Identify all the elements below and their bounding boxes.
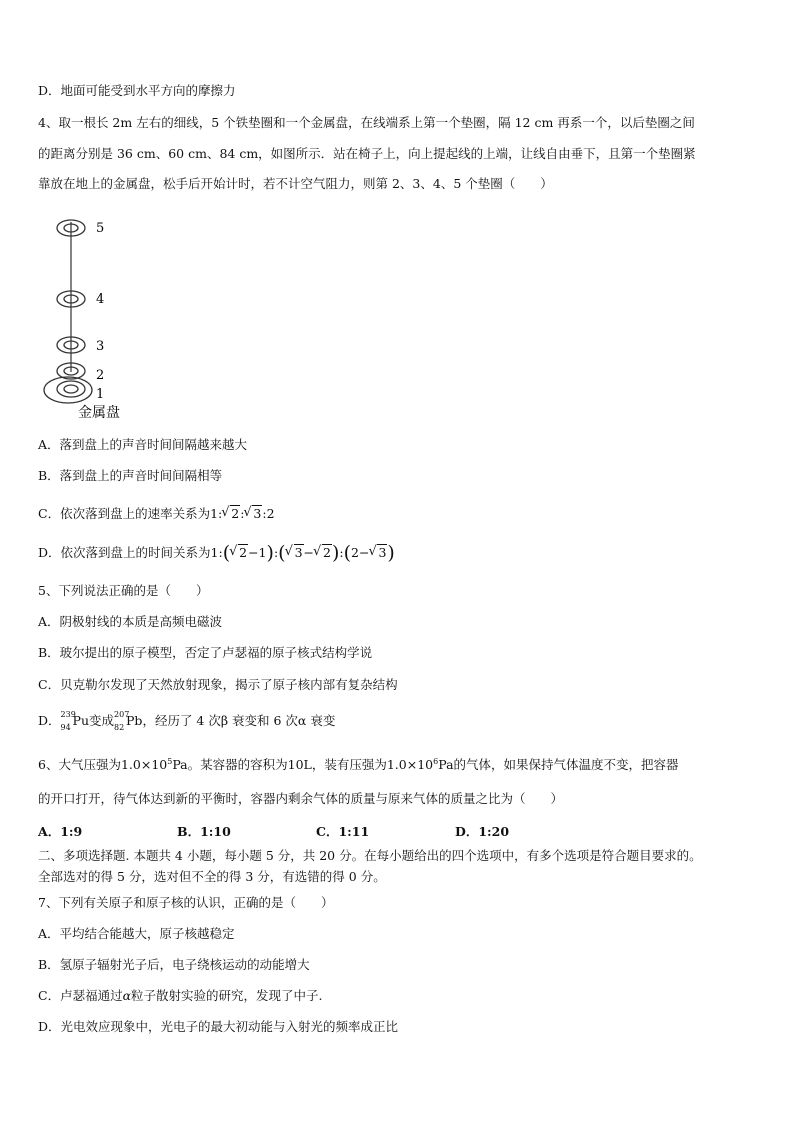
q4-option-b: B．落到盘上的声音时间间隔相等: [38, 468, 223, 483]
q4-stem-line-1: 4、取一根长 2m 左右的细线，5 个铁垫圈和一个金属盘，在线端系上第一个垫圈，隔 12 cm 再系一个，以后垫圈之间: [38, 115, 695, 130]
label-1: 1: [96, 387, 105, 402]
label-3: 3: [96, 339, 105, 354]
pu-nuclide: 239 94 Pu: [60, 710, 89, 732]
q7-option-a: A．平均结合能越大，原子核越稳定: [38, 926, 235, 941]
q7-option-b: B．氢原子辐射光子后，电子绕核运动的动能增大: [38, 957, 310, 972]
q5-option-c: C．贝克勒尔发现了天然放射现象，揭示了原子核内部有复杂结构: [38, 677, 398, 692]
atm-pressure: $1.0\times 10^5Pa$: [120, 757, 188, 773]
q5-option-d: D． 239 94 Pu变成 207 82 Pb，经历了 4 次β 衰变和 6 次α 衰变: [38, 710, 336, 732]
q4-option-d: [38, 542, 395, 564]
q7-stem: 7、下列有关原子和原子核的认识，正确的是（ ）: [38, 895, 334, 910]
q7-option-d: D．光电效应现象中，光电子的最大初动能与入射光的频率成正比: [38, 1019, 399, 1034]
q4-stem-line-3: 靠放在地上的金属盘，松手后开始计时，若不计空气阻力，则第 2、3、4、5 个垫圈（ ）: [38, 176, 553, 191]
section-2-heading-line-1: 二、多项选择题. 本题共 4 小题，每小题 5 分，共 20 分。在每小题给出的四个选项中，有多个选项是符合题目要求的。: [38, 848, 702, 863]
prev-option-d: D．地面可能受到水平方向的摩擦力: [38, 83, 236, 98]
metal-plate-with-washer-1: [44, 377, 92, 403]
label-2: 2: [96, 368, 105, 383]
d-formula: 1:(√ 2−1):(√ 3−√ 2):(2−√ 3): [211, 545, 395, 560]
q5-stem: 5、下列说法正确的是（ ）: [38, 583, 209, 598]
label-4: 4: [96, 292, 105, 307]
c-formula: 1:√ 2:√ 3:2: [210, 506, 274, 521]
q4-option-d-text: D．依次落到盘上的时间关系为: [38, 545, 211, 560]
q4-option-c-text: C．依次落到盘上的速率关系为: [38, 506, 211, 521]
q5-option-a: A．阴极射线的本质是高频电磁波: [38, 614, 223, 629]
q4-option-c: [38, 506, 275, 522]
q6-option-c: C．1:11: [316, 824, 370, 839]
section-2-heading-line-2: 全部选对的得 5 分，选对但不全的得 3 分，有选错的得 0 分。: [38, 869, 386, 884]
pb-nuclide: 207 82 Pb: [114, 710, 143, 732]
q6-option-d: D．1:20: [455, 824, 510, 839]
washer-diagram: [38, 212, 178, 422]
q5-option-b: B．玻尔提出的原子模型，否定了卢瑟福的原子核式结构学说: [38, 645, 373, 660]
q6-stem-line-2: 的开口打开，待气体达到新的平衡时，容器内剩余气体的质量与原来气体的质量之比为（ ）: [38, 791, 564, 806]
gas-pressure: $1.0\times 10^6Pa$: [386, 757, 454, 773]
q4-stem-line-2: 的距离分别是 36 cm、60 cm、84 cm，如图所示．站在椅子上，向上提起线的上端，让线自由垂下，且第一个垫圈紧: [38, 146, 696, 161]
metal-plate-caption: 金属盘: [78, 405, 120, 421]
q7-option-c: C．卢瑟福通过α粒子散射实验的研究，发现了中子.: [38, 988, 323, 1003]
q6-option-a: A．1:9: [38, 824, 83, 839]
q4-option-a: A．落到盘上的声音时间间隔越来越大: [38, 437, 248, 452]
q6-option-b: B．1:10: [177, 824, 231, 839]
q6-stem-line-1: 6、大气压强为$1.0\times 10^5Pa$。某容器的容积为10L，装有压强为$1.0\times 10^6Pa$的气体，如果保持气体温度不变，把容器: [38, 757, 679, 773]
label-5: 5: [96, 221, 105, 236]
